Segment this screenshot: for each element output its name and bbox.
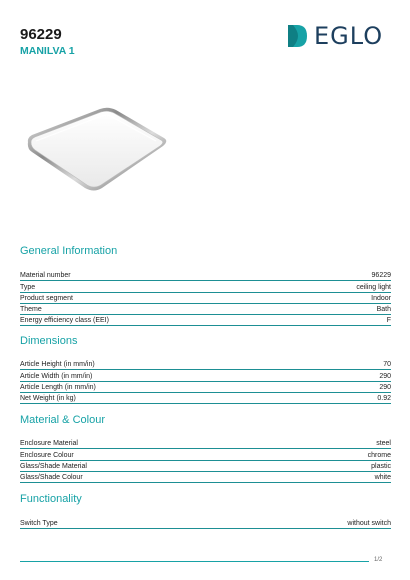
table-row <box>20 270 391 281</box>
row-value: ceiling light <box>356 283 391 291</box>
row-value: 0.92 <box>377 395 391 403</box>
footer-divider <box>20 561 369 562</box>
row-label: Article Width (in mm/in) <box>20 372 93 380</box>
row-label: Material number <box>20 272 71 280</box>
row-label: Enclosure Colour <box>20 451 74 459</box>
row-label: Switch Type <box>20 520 58 528</box>
table-row <box>20 293 391 304</box>
table-row <box>20 370 391 381</box>
row-label: Article Length (in mm/in) <box>20 383 96 391</box>
section-functionality <box>20 492 391 529</box>
row-value: chrome <box>367 451 391 459</box>
page-number: 1/2 <box>374 557 383 563</box>
row-label: Type <box>20 283 36 291</box>
table-row <box>20 393 391 404</box>
row-label: Glass/Shade Material <box>20 462 87 470</box>
row-label: Theme <box>20 306 42 314</box>
product-header <box>20 26 75 57</box>
row-value: 96229 <box>371 272 391 280</box>
table-row <box>20 359 391 370</box>
row-value: 290 <box>379 372 391 380</box>
ceiling-light-image <box>22 100 172 200</box>
section-title: Dimensions <box>20 335 78 347</box>
table-row <box>20 382 391 393</box>
section-dimensions <box>20 334 391 404</box>
section-material-colour <box>20 413 391 483</box>
table-row <box>20 472 391 483</box>
table-row <box>20 461 391 472</box>
row-label: Product segment <box>20 294 73 302</box>
table-row <box>20 518 391 529</box>
row-value: Bath <box>376 306 391 314</box>
logo-text: EGLO <box>314 22 384 50</box>
table-row <box>20 449 391 460</box>
row-label: Enclosure Material <box>20 440 78 448</box>
eglo-logo-icon <box>288 25 308 47</box>
row-value: 290 <box>379 383 391 391</box>
row-value: steel <box>376 440 391 448</box>
row-value: Indoor <box>371 294 391 302</box>
row-label: Net Weight (in kg) <box>20 395 76 403</box>
brand-logo <box>288 24 383 48</box>
section-title: Functionality <box>20 493 82 505</box>
article-number: 96229 <box>20 26 62 43</box>
row-value: 70 <box>383 361 391 369</box>
row-label: Energy efficiency class (EEI) <box>20 317 109 325</box>
row-value: F <box>386 317 391 325</box>
section-general-information <box>20 244 391 326</box>
section-title: General Information <box>20 245 118 257</box>
row-label: Article Height (in mm/in) <box>20 361 95 369</box>
product-name: MANILVA 1 <box>20 45 75 57</box>
table-row <box>20 304 391 315</box>
table-row <box>20 281 391 292</box>
row-value: plastic <box>371 462 391 470</box>
row-value: without switch <box>347 520 391 528</box>
row-label: Glass/Shade Colour <box>20 474 83 482</box>
table-row <box>20 315 391 326</box>
section-title: Material & Colour <box>20 414 105 426</box>
row-value: white <box>374 474 391 482</box>
table-row <box>20 438 391 449</box>
